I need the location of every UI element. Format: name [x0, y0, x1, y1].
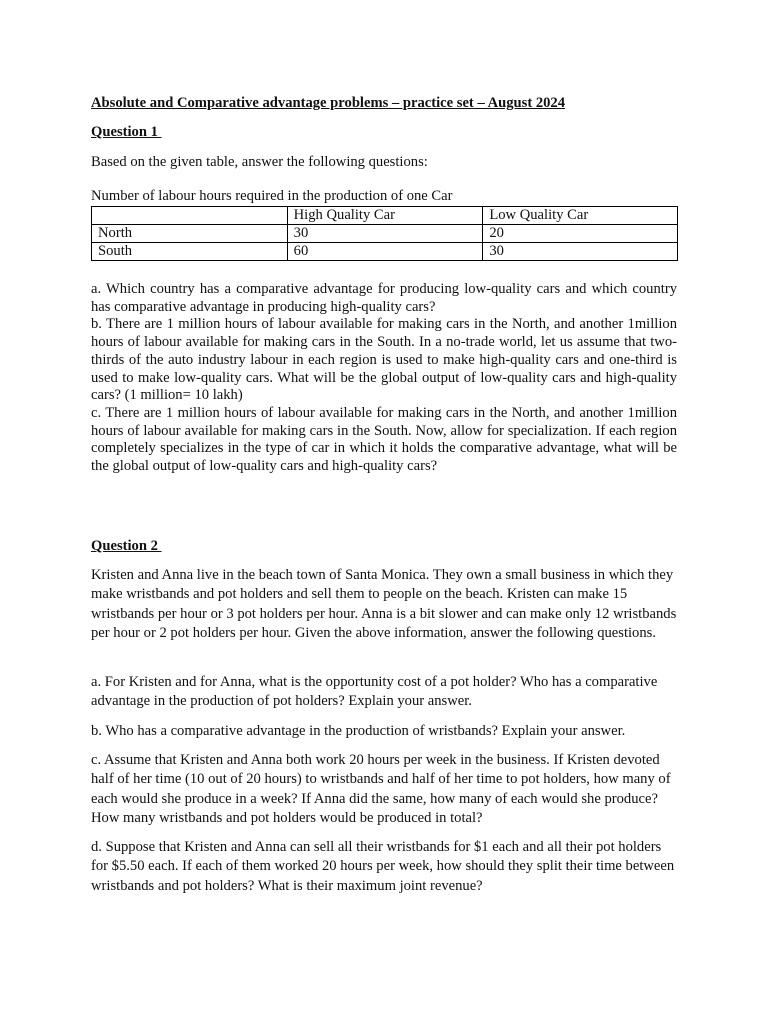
- table-row: [92, 225, 678, 243]
- question-2-intro-text: Kristen and Anna live in the beach town of Santa Monica. They own a small business in which they make wristbands and pot holders and sell them to people on the beach. Kristen can make 15 wristbands per hour or 3 pot holders per hour. Anna is a bit slower and can make only 12 wristbands per hour or 2 pot holders per hour. Given the above information, answer the following questions.: [91, 567, 677, 641]
- question-1-intro: Based on the given table, answer the following questions:: [91, 154, 428, 170]
- question-1-part-b: b. There are 1 million hours of labour available for making cars in the North, and another 1million hours of labour available for making cars in the South. In a no-trade world, let us assume that two-thirds of the auto industry labour in each region is used to make high-quality cars and one-third is used to make low-quality cars. What will be the global output of low-quality cars and high-quality cars? (1 million= 10 lakh): [91, 316, 677, 404]
- question-2-part-b-block: [91, 722, 677, 741]
- table-header-cell: [92, 207, 288, 225]
- table-cell: 20: [483, 225, 678, 243]
- question-2-intro: [91, 566, 677, 643]
- table-header-cell: High Quality Car: [287, 207, 483, 225]
- table-cell: 30: [287, 225, 483, 243]
- table-row: [92, 243, 678, 261]
- question-2-part-d: d. Suppose that Kristen and Anna can sell all their wristbands for $1 each and all their pot holders for $5.50 each. If each of them worked 20 hours per week, how should they split their time between wristbands and pot holders? What is their maximum joint revenue?: [91, 839, 675, 894]
- question-1-heading: Question 1: [91, 124, 162, 140]
- question-2-part-c: c. Assume that Kristen and Anna both work 20 hours per week in the business. If Kristen devoted half of her time (10 out of 20 hours) to wristbands and half of her time to pot holders, how many of each would she produce in a week? If Anna did the same, how many of each would she produce? How many wristbands and pot holders would be produced in total?: [91, 752, 671, 826]
- labour-hours-table: [91, 206, 678, 261]
- question-1-parts: [91, 281, 677, 476]
- question-2-part-d-block: [91, 838, 677, 896]
- question-2-part-a-block: [91, 673, 677, 712]
- question-2-heading: Question 2: [91, 538, 162, 554]
- document-title: Absolute and Comparative advantage problems – practice set – August 2024: [91, 95, 566, 111]
- table-caption: Number of labour hours required in the production of one Car: [91, 188, 453, 204]
- question-2-part-c-block: [91, 751, 677, 828]
- table-cell: South: [92, 243, 288, 261]
- question-2-part-a: a. For Kristen and for Anna, what is the opportunity cost of a pot holder? Who has a comparative advantage in the production of pot holders? Explain your answer.: [91, 674, 658, 710]
- table-cell: 60: [287, 243, 483, 261]
- table-cell: North: [92, 225, 288, 243]
- table-header-row: [92, 207, 678, 225]
- table-header-cell: Low Quality Car: [483, 207, 678, 225]
- question-1-part-a: a. Which country has a comparative advantage for producing low-quality cars and which country has comparative advantage in producing high-quality cars?: [91, 281, 677, 315]
- question-1-part-c: c. There are 1 million hours of labour available for making cars in the North, and another 1million hours of labour available for making cars in the South. Now, allow for specialization. If each region completely specializes in the type of car in which it holds the comparative advantage, what will be the global output of low-quality cars and high-quality cars?: [91, 404, 677, 475]
- table-cell: 30: [483, 243, 678, 261]
- question-2-part-b: b. Who has a comparative advantage in the production of wristbands? Explain your answer.: [91, 723, 626, 739]
